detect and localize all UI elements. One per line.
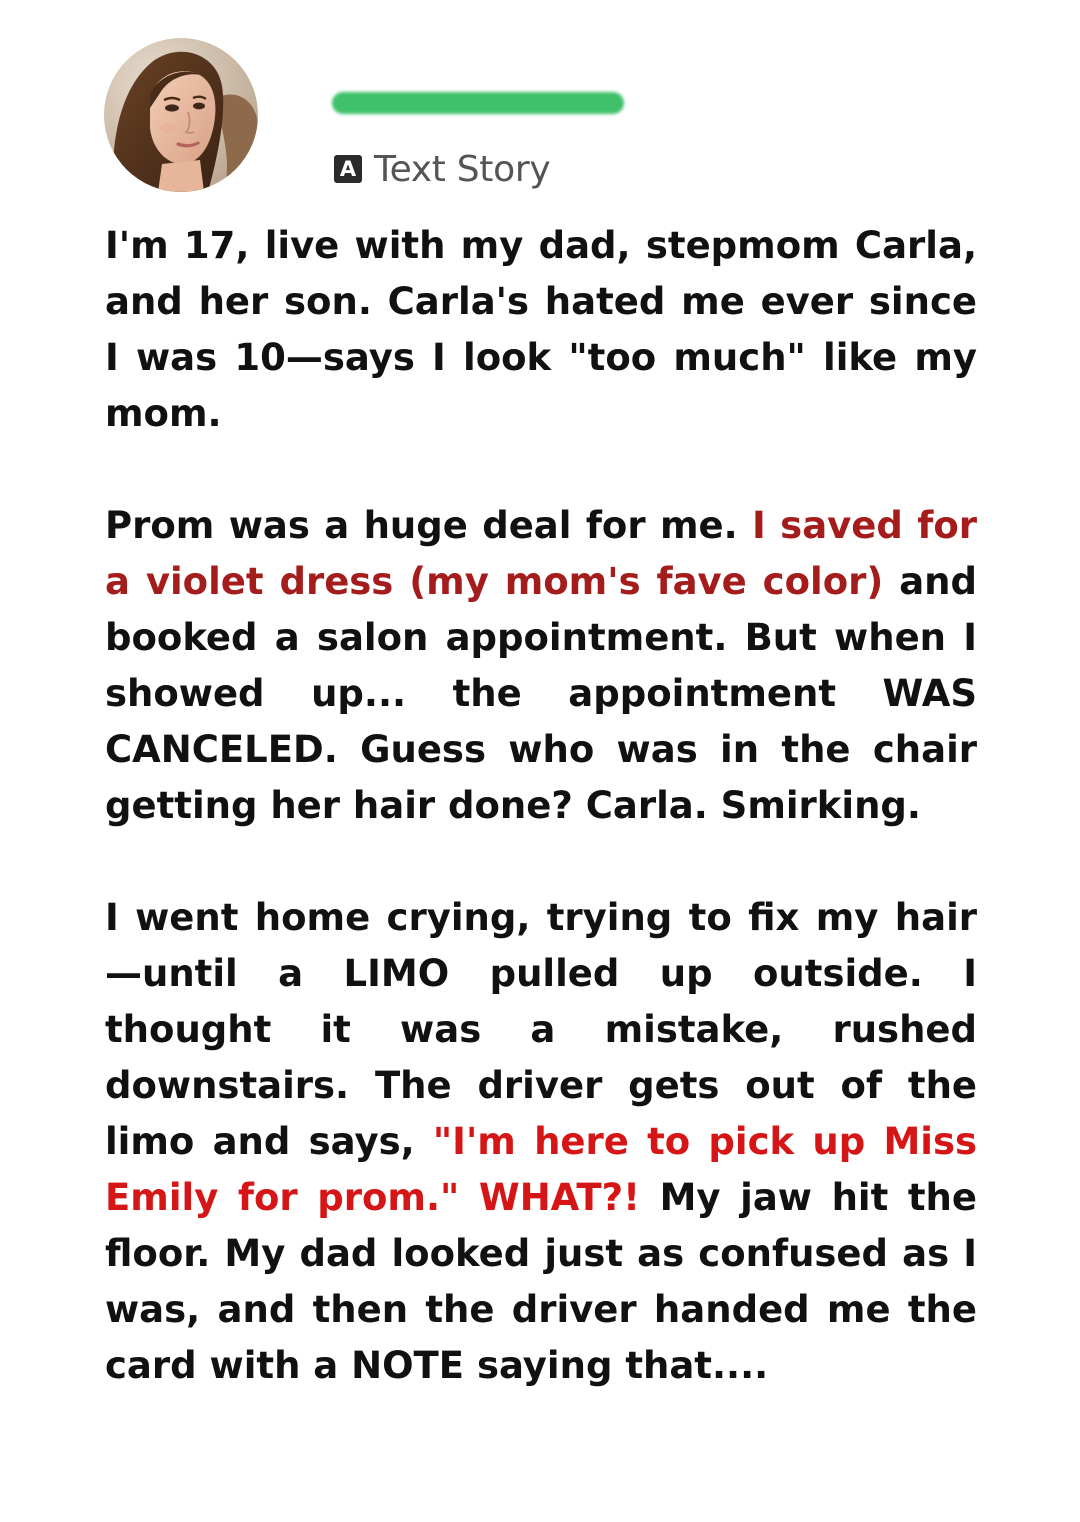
- highlighted-text: I saved for a violet dress (my mom's fave color): [105, 504, 978, 603]
- story-type-label: [334, 146, 550, 192]
- portrait-image: [104, 38, 258, 192]
- story-body: [105, 218, 977, 1394]
- story-header: [0, 0, 1080, 210]
- story-paragraph: [105, 218, 977, 442]
- story-text: and booked a salon appointment. But when I showed up... the appointment WAS CANCELED. Guess who was in the chair getting her hair done? Carla. Smirking.: [105, 560, 977, 827]
- avatar[interactable]: [104, 38, 258, 192]
- story-text: I'm 17, live with my dad, stepmom Carla, and her son. Carla's hated me ever since I was 10—says I look "too much" like my mom.: [105, 224, 977, 435]
- story-paragraph: [105, 890, 977, 1394]
- text-story-icon: A: [334, 155, 362, 183]
- story-text: My jaw hit the floor. My dad looked just as confused as I was, and then the driver handed me the card with a NOTE saying that....: [105, 1176, 977, 1387]
- username-redacted: [332, 92, 624, 114]
- highlighted-quote: "I'm here to pick up Miss Emily for prom." WHAT?!: [105, 1120, 977, 1219]
- story-type-text: Text Story: [374, 148, 551, 190]
- story-text: I went home crying, trying to fix my hair—until a LIMO pulled up outside. I thought it was a mistake, rushed downstairs. The driver gets out of the limo and says,: [105, 896, 977, 1163]
- story-text: Prom was a huge deal for me.: [105, 504, 753, 547]
- story-paragraph: [105, 498, 977, 834]
